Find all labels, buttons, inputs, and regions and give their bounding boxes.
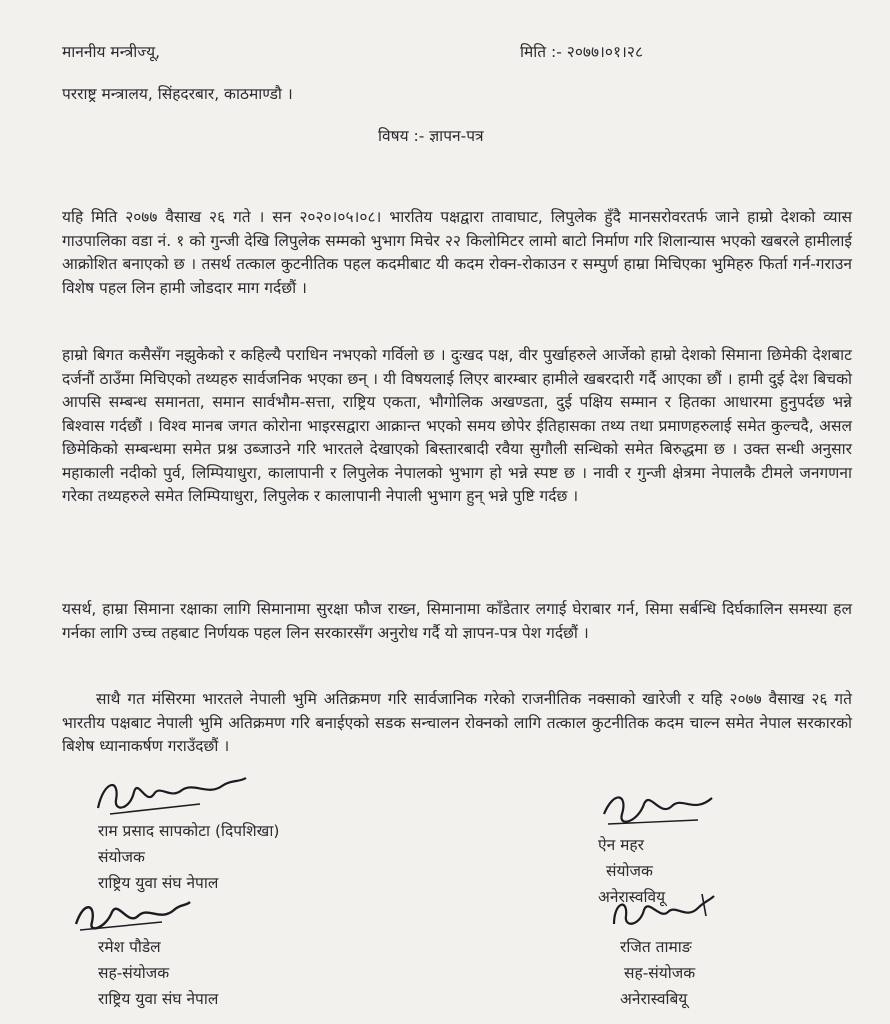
signatory-role: संयोजक	[98, 848, 145, 866]
paragraph-3: यसर्थ, हाम्रा सिमाना रक्षाका लागि सिमानामा सुरक्षा फौज राख्न, सिमानामा काँडेतार लगाई घेराबार गर्न, सिमा सर्बन्धि दिर्घकालिन समस्या हल गर्नका लागि उच्च तहबाट निर्णयक पहल लिन सरकारसँग अनुरोध गर्दै यो ज्ञापन-पत्र पेश गर्दछौं ।	[62, 600, 852, 642]
signatory-role: सह-संयोजक	[624, 964, 696, 982]
signatory-org: राष्ट्रिय युवा संघ नेपाल	[98, 874, 219, 892]
signature-1	[90, 770, 250, 820]
signatory-block-3	[98, 934, 218, 1012]
signatory-org: अनेरास्वबियू	[620, 990, 688, 1008]
signatory-role: सह-संयोजक	[98, 964, 170, 982]
signatory-name: रजित तामाङ	[620, 938, 692, 956]
letter-date: मिति :- २०७७।०१।२८	[520, 43, 644, 61]
letter-subject: विषय :- ज्ञापन-पत्र	[378, 127, 484, 145]
signatory-org: राष्ट्रिय युवा संघ नेपाल	[98, 990, 219, 1008]
signatory-org: अनेरास्ववियू	[598, 888, 666, 906]
signatory-block-1	[98, 818, 279, 896]
signatory-name: राम प्रसाद सापकोटा (दिपशिखा)	[98, 822, 280, 840]
signature-2	[598, 784, 718, 832]
signatory-name: रमेश पौडेल	[98, 938, 161, 956]
signatory-block-4	[620, 934, 695, 1012]
signature-3	[72, 894, 192, 936]
signatory-name: ऐन महर	[598, 836, 644, 854]
paragraph-1: यहि मिति २०७७ वैसाख २६ गते । सन २०२०।०५।०८। भारतिय पक्षद्वारा तावाघाट, लिपुलेक हुँदै मानसरोवरतर्फ जाने हाम्रो देशको व्यास गाउपालिका वडा नं. १ को गुन्जी देखि लिपुलेक सम्मको भुभाग मिचेर २२ किलोमिटर लामो बाटो निर्माण गरि शिलान्यास भएको खबरले हामीलाई आक्रोशित बनाएको छ । तसर्थ तत्काल कुटनीतिक पहल कदमीबाट यी कदम रोक्न-रोकाउन र सम्पुर्ण हाम्रा मिचिएका भुमिहरु फिर्ता गर्न-गराउन विशेष पहल लिन हामी जोडदार माग गर्दछौं ।	[62, 208, 852, 297]
addressee: परराष्ट्र मन्त्रालय, सिंहदरबार, काठमाण्डौ ।	[62, 85, 293, 103]
signatory-role: संयोजक	[606, 862, 653, 880]
paragraph-2: हाम्रो बिगत कसैसँग नझुकेको र कहिल्यै पराधिन नभएको गर्विलो छ । दुःखद पक्ष, वीर पुर्खाहरुले आर्जेको हाम्रो देशको सिमाना छिमेकी देशबाट दर्जनौं ठाउँमा मिचिएको तथ्यहरु सार्वजनिक भएका छन् । यी विषयलाई लिएर बारम्बार हामीले खबरदारी गर्दै आएका छौं । हामी दुई देश बिचको आपसि सम्बन्ध समानता, समान सार्वभौम-सत्ता, राष्ट्रिय एकता, भौगोलिक अखण्डता, दुई पक्षिय सम्मान र हितका आधारमा हुनुपर्दछ भन्ने बिश्वास गर्दछौं । विश्व मानब जगत कोरोना भाइरसद्वारा आक्रान्त भएको समय छोपेर ईतिहासका तथ्य तथा प्रमाणहरुलाई समेत कुल्चदै, असल छिमेकिको सम्बन्धमा समेत प्रश्न उब्जाउने गरि भारतले देखाएको बिस्तारबादी रवैया सुगौली सन्धिको समेत बिरुद्धमा छ । उक्त सन्धी अनुसार महाकाली नदीको पुर्व, लिम्पियाधुरा, कालापानी र लिपुलेक नेपालको भुभाग हो भन्ने स्पष्ट छ । नावी र गुन्जी क्षेत्रमा नेपालकै टीमले जनगणना गरेका तथ्यहरुले समेत लिम्पियाधुरा, लिपुलेक र कालापानी नेपाली भुभाग हुन् भन्ने पुष्टि गर्दछ ।	[62, 346, 852, 505]
salutation: माननीय मन्त्रीज्यू,	[62, 43, 161, 61]
paragraph-4: साथै गत मंसिरमा भारतले नेपाली भुमि अतिक्रमण गरि सार्वजानिक गरेको राजनीतिक नक्साको खारेजी र यहि २०७७ वैसाख २६ गते भारतीय पक्षबाट नेपाली भुमि अतिक्रमण गरि बनाईएको सडक सन्चालन रोक्नको लागि तत्काल कुटनीतिक कदम चाल्न समेत नेपाल सरकारको बिशेष ध्यानाकर्षण गराउँदछौं ।	[62, 690, 852, 755]
signature-4	[606, 890, 716, 936]
